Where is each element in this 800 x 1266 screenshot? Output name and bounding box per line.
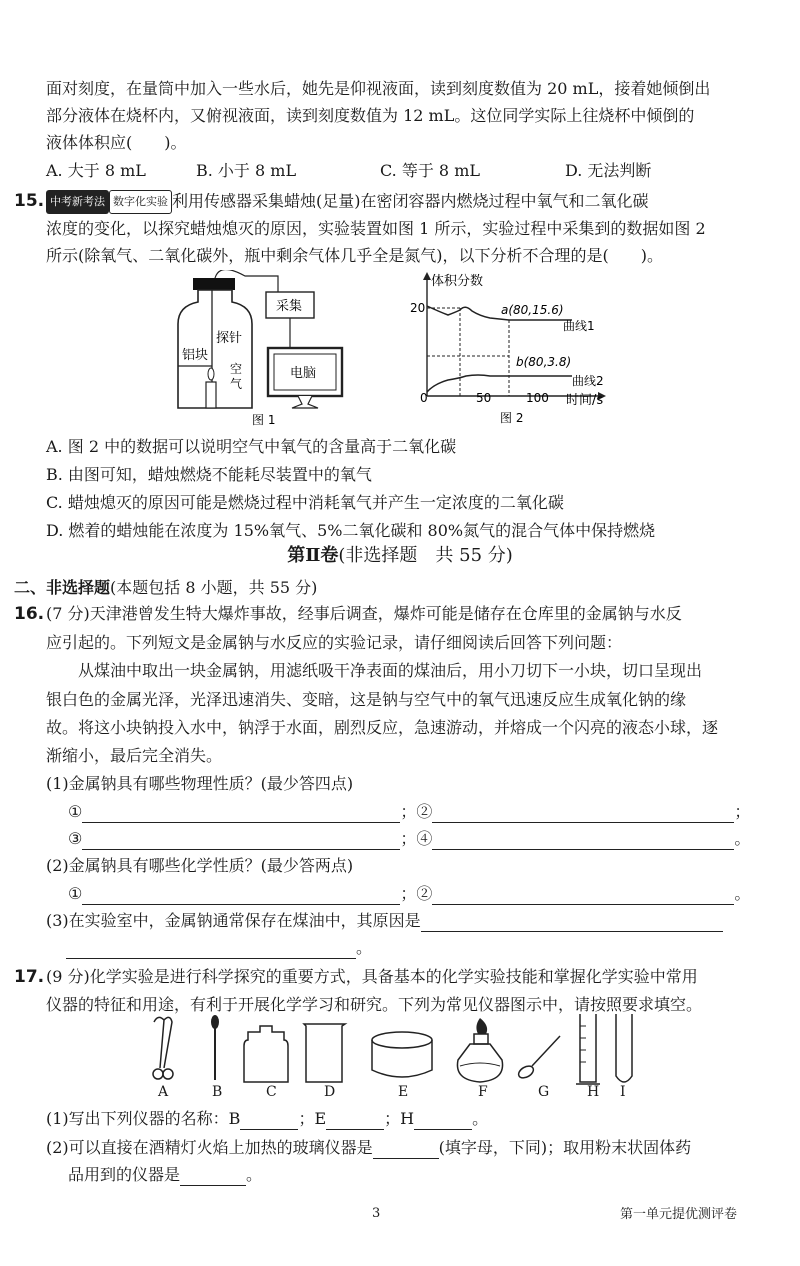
curve-2-co2 — [427, 375, 572, 392]
figure-2-caption: 图 2 — [500, 411, 524, 425]
letter-i: I — [620, 1084, 626, 1100]
letter-d: D — [324, 1084, 336, 1100]
q17-sub2 — [46, 1137, 691, 1159]
x-tick-50: 50 — [476, 391, 492, 405]
q16-sub3 — [46, 910, 723, 932]
q16-passage-4: 渐缩小，最后完全消失。 — [46, 746, 223, 765]
page-number: 3 — [372, 1206, 381, 1221]
q16-passage-1: 从煤油中取出一块金属钠，用滤纸吸干净表面的煤油后，用小刀切下一小块，切口呈现出 — [78, 661, 703, 680]
y-tick-20: 20 — [410, 301, 426, 315]
q17-sub1-e: ；E — [298, 1109, 327, 1128]
q16-answer-row-3 — [68, 883, 750, 905]
bottle-stopper — [193, 278, 235, 290]
q15-line-2: 浓度的变化，以探究蜡烛熄灭的原因，实验装置如图 1 所示，实验过程中采集到的数据如图 2 — [46, 219, 706, 238]
q17-sub2-text: (2)可以直接在酒精灯火焰上加热的玻璃仪器是 — [46, 1138, 373, 1157]
q16-answer-row-2 — [68, 828, 750, 850]
q16-line-2: 应引起的。下列短文是金属钠与水反应的实验记录，请仔细阅读后回答下列问题： — [46, 633, 623, 652]
candle-flame — [208, 368, 214, 380]
separator: ； — [400, 884, 417, 903]
letter-e: E — [398, 1084, 409, 1100]
period: 。 — [734, 884, 751, 903]
q16-sub3-text: (3)在实验室中，金属钠通常保存在煤油中，其原因是 — [46, 911, 421, 930]
q17-sub1-h: ；H — [384, 1109, 415, 1128]
y-axis-label: 体积分数 — [431, 274, 484, 289]
crucible-tongs-icon — [153, 1017, 173, 1079]
q14-option-a: A. 大于 8 mL — [46, 161, 146, 180]
q17-sub2-line2-text: 品用到的仪器是 — [68, 1165, 181, 1184]
collector-label: 采集 — [276, 299, 303, 314]
q16-sub2: (2)金属钠具有哪些化学性质？(最少答两点) — [46, 856, 354, 875]
answer-blank-8[interactable] — [66, 940, 356, 959]
marker-2: ② — [416, 884, 433, 903]
section-2-heading — [14, 575, 317, 598]
q15-option-a: A. 图 2 中的数据可以说明空气中氧气的含量高于二氧化碳 — [46, 437, 457, 456]
dropper-icon — [211, 1015, 219, 1080]
marker-1: ① — [68, 884, 83, 903]
answer-blank-powder[interactable] — [180, 1167, 246, 1186]
answer-blank-1[interactable] — [82, 804, 400, 823]
q15-line-1 — [46, 190, 649, 214]
q14-line-1: 面对刻度，在量筒中加入一些水后，她先是仰视液面，读到刻度数值为 20 mL，接着她倾倒出 — [46, 79, 711, 98]
section-2-heading-note: (本题包括 8 小题，共 55 分) — [110, 578, 318, 597]
q14-line-2: 部分液体在烧杯内，又俯视液面，读到刻度数值为 12 mL。这位同学实际上往烧杯中倾倒的 — [46, 106, 695, 125]
x-tick-100: 100 — [526, 391, 549, 405]
q15-stem-1: 利用传感器采集蜡烛(足量)在密闭容器内燃烧过程中氧气和二氧化碳 — [172, 191, 649, 211]
q17-line-2: 仪器的特征和用途，有利于开展化学学习和研究。下列为常见仪器图示中，请按照要求填空。 — [46, 995, 703, 1014]
q15-option-c: C. 蜡烛熄灭的原因可能是燃烧过程中消耗氧气并产生一定浓度的二氧化碳 — [46, 493, 564, 512]
letter-b: B — [212, 1084, 223, 1100]
q17-line-1: (9 分)化学实验是进行科学探究的重要方式，具备基本的化学实验技能和掌握化学实验中常用 — [46, 967, 698, 986]
y-axis-arrow — [423, 272, 431, 280]
separator: ； — [734, 802, 751, 821]
computer-label: 电脑 — [290, 366, 317, 381]
instrument-letters — [0, 1084, 800, 1104]
graduated-cylinder-icon — [576, 1014, 600, 1084]
curve-1-label: 曲线1 — [563, 319, 595, 333]
answer-blank-e[interactable] — [326, 1111, 384, 1130]
question-number-15: 15. — [14, 191, 45, 211]
probe-label: 探针 — [216, 331, 243, 346]
answer-blank-3[interactable] — [82, 831, 400, 850]
letter-h: H — [587, 1084, 600, 1100]
section-2-heading-main: 二、非选择题 — [14, 578, 111, 597]
answer-blank-glass[interactable] — [373, 1140, 439, 1159]
air-label-1: 空 — [230, 362, 243, 376]
x-axis-label: 时间/s — [566, 393, 604, 408]
figure-1-apparatus — [160, 270, 360, 430]
letter-g: G — [538, 1084, 550, 1100]
marker-4: ④ — [416, 829, 433, 848]
answer-blank-h[interactable] — [414, 1111, 472, 1130]
answer-blank-2[interactable] — [432, 804, 734, 823]
q14-option-d: D. 无法判断 — [565, 161, 652, 180]
letter-c: C — [266, 1084, 277, 1100]
candle — [206, 382, 216, 408]
letter-a: A — [158, 1084, 169, 1100]
period: 。 — [246, 1165, 263, 1184]
figure-2-chart — [400, 268, 630, 430]
point-b-label: b(80,3.8) — [516, 355, 572, 369]
reagent-bottle-icon — [244, 1026, 288, 1082]
period: 。 — [472, 1109, 489, 1128]
alcohol-lamp-icon — [457, 1018, 502, 1082]
q17-sub1-text: (1)写出下列仪器的名称：B — [46, 1109, 241, 1128]
separator: ； — [400, 802, 417, 821]
q14-line-3: 液体体积应( )。 — [46, 133, 187, 152]
computer-stand — [292, 396, 318, 408]
footer-label: 第一单元提优测评卷 — [620, 1207, 738, 1222]
q17-sub2-line-2 — [68, 1164, 262, 1186]
q17-sub2-mid: (填字母，下同)；取用粉末状固体药 — [438, 1138, 692, 1157]
block-label: 铝块 — [182, 348, 209, 363]
medicine-spoon-icon — [517, 1036, 560, 1080]
question-number-17: 17. — [14, 967, 45, 987]
period: 。 — [734, 829, 751, 848]
beaker-icon — [304, 1024, 345, 1082]
letter-f: F — [478, 1084, 488, 1100]
section-2-title — [0, 544, 800, 568]
figure-1-caption: 图 1 — [252, 413, 276, 427]
marker-1: ① — [68, 802, 83, 821]
q15-line-3: 所示(除氧气、二氧化碳外，瓶中剩余气体几乎全是氮气)，以下分析不合理的是( )。 — [46, 246, 663, 265]
q16-answer-row-1 — [68, 801, 750, 823]
tag-digital-experiment: 数字化实验 — [109, 190, 172, 214]
q16-sub1: (1)金属钠具有哪些物理性质？(最少答四点) — [46, 774, 354, 793]
q15-option-d: D. 燃着的蜡烛能在浓度为 15%氧气、5%二氧化碳和 80%氮气的混合气体中保持燃烧 — [46, 521, 656, 540]
question-number-16: 16. — [14, 604, 45, 624]
q16-sub3-line-2 — [66, 937, 372, 959]
air-label-2: 气 — [230, 377, 243, 391]
answer-blank-6[interactable] — [432, 886, 734, 905]
q16-passage-2: 银白色的金属光泽，光泽迅速消失、变暗，这是钠与空气中的氧气迅速反应生成氧化钠的缘 — [46, 690, 687, 709]
curve-2-label: 曲线2 — [572, 374, 604, 388]
x-tick-0: 0 — [420, 391, 428, 405]
test-tube-icon — [616, 1014, 632, 1082]
section-2-title-main: 第Ⅱ卷 — [287, 545, 339, 566]
period: 。 — [356, 938, 373, 957]
answer-blank-4[interactable] — [432, 831, 734, 850]
answer-blank-5[interactable] — [82, 886, 400, 905]
q14-option-c: C. 等于 8 mL — [380, 161, 480, 180]
gas-jar-icon — [372, 1032, 432, 1077]
q17-sub1 — [46, 1108, 488, 1130]
marker-2: ② — [416, 802, 433, 821]
separator: ； — [400, 829, 417, 848]
point-a-label: a(80,15.6) — [501, 303, 564, 317]
tag-new-exam-method: 中考新考法 — [46, 190, 109, 214]
answer-blank-b[interactable] — [240, 1111, 298, 1130]
q14-option-b: B. 小于 8 mL — [196, 161, 297, 180]
q15-option-b: B. 由图可知，蜡烛燃烧不能耗尽装置中的氧气 — [46, 465, 372, 484]
section-2-title-sub: (非选择题 共 55 分) — [338, 545, 513, 566]
marker-3: ③ — [68, 829, 83, 848]
q16-line-1: (7 分)天津港曾发生特大爆炸事故，经事后调查，爆炸可能是储存在仓库里的金属钠与水反 — [46, 604, 682, 623]
answer-blank-7[interactable] — [421, 913, 723, 932]
q16-passage-3: 故。将这小块钠投入水中，钠浮于水面，剧烈反应，急速游动，并熔成一个闪亮的液态小球，逐 — [46, 718, 719, 737]
